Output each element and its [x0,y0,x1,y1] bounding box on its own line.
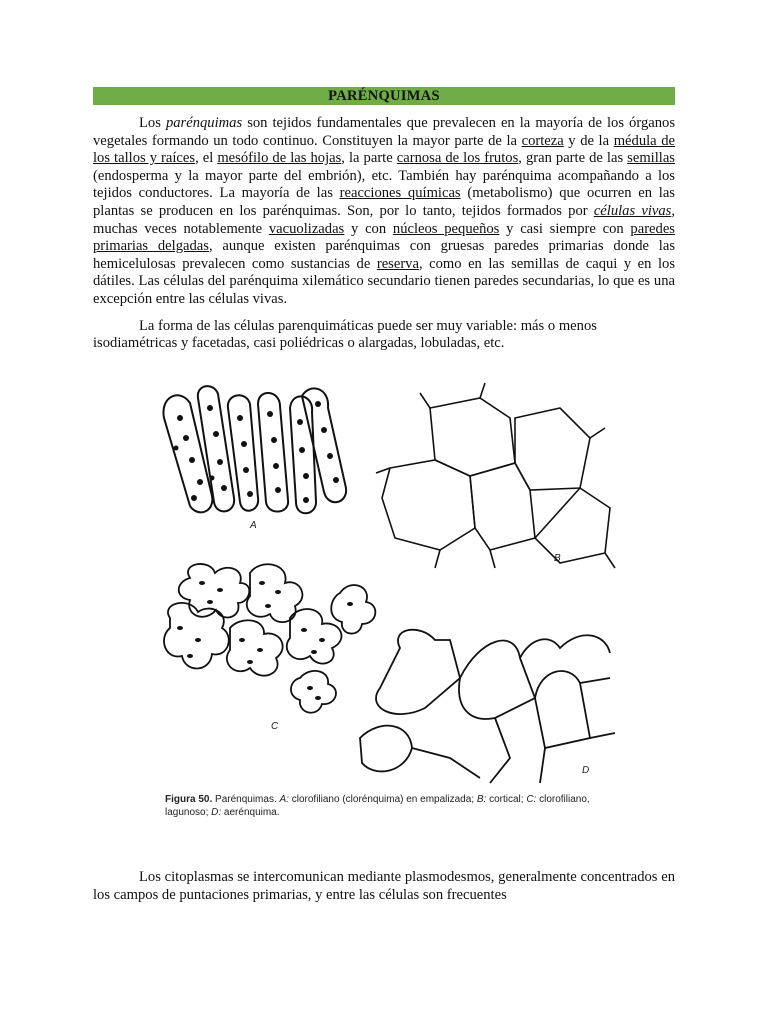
paragraph-2: La forma de las células parenquimáticas puede ser muy variable: más o menos isodiamétricas y facetadas, casi poliédricas o alargadas, lobuladas, etc. [93,317,597,352]
p1-text: , muchas veces notablemente [93,202,675,237]
p1-text: , como en las semillas de caqui y en los dátiles. Las células del parénquima xilemático secundario tienen paredes secundarias, lo que es una excepción entre las células vivas. [93,255,675,307]
term-reacciones: reacciones químicas [339,185,461,202]
page-content [93,87,675,353]
term-carnosa: carnosa de los frutos [396,150,519,167]
term-mesofilo: mesófilo de las hojas [217,150,342,167]
p1-text: , aunque existen parénquimas con gruesas paredes primarias donde las hemicelulosas prevalecen como sustancias de [93,238,675,272]
caption-figure-number: Figura 50. [165,794,213,805]
section-title-bar [93,87,675,105]
spongy-cells-drawing [164,564,375,713]
caption-key: B: [476,794,487,805]
spongy-chloroplast-dots [177,581,353,700]
term-medula: médula de los tallos y raíces [93,132,676,167]
p1-text: (endosperma y la mayor parte del embrión), etc. También hay parénquima acompañando a los tejidos conductores. La mayoría de las [93,167,675,202]
figure-label-c: C [271,721,279,732]
p1-text: (metabolismo) que ocurren en las plantas se producen en los parénquimas. Son, por lo tanto, tejidos formados por [93,185,675,219]
p1-text: , el [195,150,218,167]
term-celulas-vivas: células vivas [593,202,672,219]
term-semillas: semillas [627,150,675,167]
aerenchyma-drawing [360,630,615,783]
cortical-cells-drawing [376,383,615,568]
p1-italic-term: parénquimas [165,115,243,131]
p1-text: y casi siempre con [499,220,631,237]
p1-text: son tejidos fundamentales que prevalecen en la mayoría de los órganos vegetales formando un todo continuo. Constituyen la mayor parte de la [93,115,675,149]
p1-text: , gran parte de las [518,150,628,167]
p1-text: y de la [563,132,614,149]
p1-text: Los [139,115,166,131]
caption-key: A: [279,794,289,805]
term-vacuolizadas: vacuolizadas [268,220,345,237]
p1-text: y con [344,220,393,237]
caption-key: D: [211,806,222,818]
caption-text: clorofiliano (clorénquima) en empalizada; [288,794,477,805]
p1-text: , la parte [341,150,397,167]
paragraph-1 [93,115,675,309]
caption-text: aerénquima. [221,806,280,818]
figure-caption [165,794,625,819]
figure-label-b: B [554,553,561,564]
term-nucleos: núcleos pequeños [392,220,500,237]
caption-text: cortical; [486,794,527,805]
caption-text: Parénquimas. [212,794,280,805]
term-corteza: corteza [521,132,564,149]
figure-label-d: D [582,765,590,776]
caption-text: clorofiliano, lagunoso; [165,794,590,818]
caption-key: C: [526,794,537,805]
section-title: PARÉNQUIMAS [328,88,440,104]
term-reserva: reserva [376,255,419,272]
figure-50-illustration [150,378,620,823]
term-paredes: paredes primarias delgadas [93,220,675,255]
paragraph-3: Los citoplasmas se intercomunican mediante plasmodesmos, generalmente concentrados en los campos de puntaciones primarias, y entre las células son frecuentes [93,869,675,903]
figure-label-a: A [250,520,257,531]
